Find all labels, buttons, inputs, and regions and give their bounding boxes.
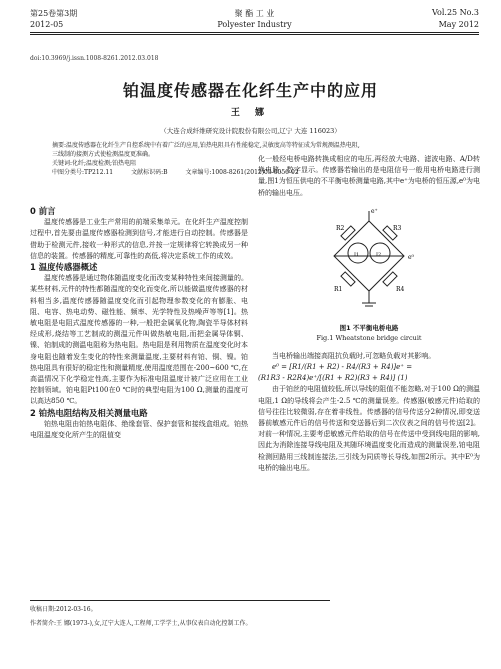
header-rule (30, 32, 479, 33)
date-right: May 2012 (438, 20, 479, 29)
wheatstone-bridge-diagram (258, 203, 480, 323)
formula-line-2: (R1R3 - R2R4)e⁺/[(R1 + R2)(R3 + R4)] (1) (258, 374, 408, 383)
section-2-heading: 2 铂热电阻结构及相关测量电路 (30, 407, 148, 418)
document-code: 文献标识码:B (131, 169, 168, 176)
label-i2: I2 (376, 251, 382, 258)
abstract-line1: 摘要:温度传感器在化纤生产自控系统中有着广泛的应用,铂热电阻具有性能稳定,灵敏度高等特征成为常规测温热电阻, (52, 142, 360, 149)
right-paragraph-3: 由于铂丝的电阻值较低,所以导线的阻值不能忽略,对于100 Ω的测温电阻,1 Ω的导线将会产生-2.5 ℃的测量误差。传感器(敏感元件)给取的信号往往比较微弱,存在着非线性。传感器的信号传送分2种情况,即变送器前敏感元件后的信号传送和变送器后到二次仪表之间的信号传送[2]。对前一种情况,主要考虑敏感元件给取的信号在传送中受到线电阻的影响,因此为消除连接导线电阻及其随环境温度变化而造成的测量误差,铂电阻检测回路用三线制连接法,三引线为同质等长导线,如图2所示。其中E⁰为电桥的输出电压。 (258, 385, 480, 472)
abstract-line2: 三线制的接测方式使检测温度更准确。 (52, 151, 155, 158)
r1-resistor (341, 272, 355, 286)
left-column (30, 206, 248, 441)
figure-caption-en: Fig.1 Wheatstone bridge circuit (316, 333, 422, 342)
figure-caption-cn: 图1 不平衡电桥电路 (339, 323, 399, 332)
label-r2: R2 (336, 224, 345, 232)
label-r1: R1 (334, 285, 343, 293)
right-column (258, 154, 480, 474)
article-number: 文章编号:1008-8261(2012)03-0056-02 (185, 169, 299, 176)
running-header-bottom (30, 20, 479, 29)
section-1-paragraph: 温度传感器是通过物体随温度变化而改变某种特性来间接测量的。某些材料,元件的特性都随温度的变化而变化,所以能做温度传感器的材料相当多,温度传感器随温度变化而引起物理参数变化的有膨胀、电阻、电容、热电动势、磁性能、频率、光学特性及热噪声等等[1]。热敏电阻是电阻式温度传感器的一种,一般把金属氧化物,陶瓷半导体材料经成形,烧结等工艺制成的测温元件叫做热敏电阻,而把金属导体铜、镍、铂制成的测温电阻称为热电阻。热电阻是利用物质在温度变化时本身电阻也随着发生变化的特性来测量温度,主要材料有铂、铜、镍。铂热电阻具有很好的稳定性和测量精度,使用温度范围在-200~600 ℃,在高温情况下化学稳定性高,主要作为标准电阻温度计被广泛应用在工业控制领域。铂电阻Pt100在0 ℃时的典型电阻为100 Ω,测量的温度可以高达850 ℃。 (30, 274, 248, 406)
journal-name-cn: 聚 酯 工 业 (234, 9, 275, 18)
footnote-author: 作者简介:王 娜(1973-),女,辽宁大连人,工程师,工学学士,从事仪表自动化控制工作。 (30, 620, 252, 627)
footnote (30, 600, 330, 631)
label-i1: I1 (354, 251, 360, 258)
paper-title: 铂温度传感器在化纤生产中的应用 (122, 81, 378, 100)
bridge-circuit-figure (258, 203, 480, 323)
section-0-heading: 0 前言 (30, 206, 56, 216)
volume-cn: 第25卷第3期 (30, 9, 78, 18)
class-number: 中图分类号:TP212.11 (52, 169, 114, 176)
right-paragraph-1: 化一般经电桥电路转换成相应的电压,再经放大电路、滤波电路、A/D转换电路、数字显示。传感器若输出的是电阻信号一般用电桥电路进行测量,图1为恒压供电的不平衡电桥测量电路,其中e⁺为电桥的恒压源,e⁰为电桥的输出电压。 (258, 155, 480, 197)
section-2-paragraph: 铂热电阻由铂热电阻体、绝缘套管、保护套管和接线盒组成。铂热电阻温度变化所产生的阻值变 (30, 419, 248, 440)
header-rule-thin (30, 34, 479, 35)
running-header-top (30, 8, 479, 19)
keywords: 关键词:化纤;温度检测;铂热电阻 (52, 160, 137, 167)
date-left: 2012-05 (30, 20, 64, 29)
label-r3: R3 (393, 224, 402, 232)
label-r4: R4 (396, 285, 405, 293)
right-paragraph-2: 当电桥输出端接高阻抗负载时,可忽略负载对其影响。 (272, 351, 436, 360)
doi: doi:10.3969/j.issn.1008-8261.2012.03.018 (30, 55, 159, 62)
journal-name-en: Polyester Industry (217, 20, 292, 29)
formula-line-1: e⁰ = [R1/(R1 + R2) - R4/(R3 + R4)]e⁺ = (272, 363, 413, 372)
label-eo: e⁰ (408, 253, 414, 261)
affiliation: （大连合成纤维研究设计院股份有限公司,辽宁 大连 116023） (160, 127, 341, 135)
section-1-heading: 1 温度传感器概述 (30, 262, 98, 273)
r4-resistor (383, 272, 397, 286)
section-0-paragraph: 温度传感器是工业生产常用的前端采集单元。在化纤生产温度控制过程中,首先要由温度传感器检测到信号,才能进行自动控制。传感器是借助于检测元件,接收一种形式的信息,并按一定规律将它转换成另一种信息的装置。传感器的精度,可靠性的高低,将决定系统工作的成效。 (30, 218, 248, 260)
label-eplus: e⁺ (371, 207, 378, 215)
footnote-received: 收稿日期:2012-03-16。 (30, 606, 97, 613)
author: 王 娜 (230, 108, 271, 118)
volume-en: Vol.25 No.3 (432, 8, 479, 17)
